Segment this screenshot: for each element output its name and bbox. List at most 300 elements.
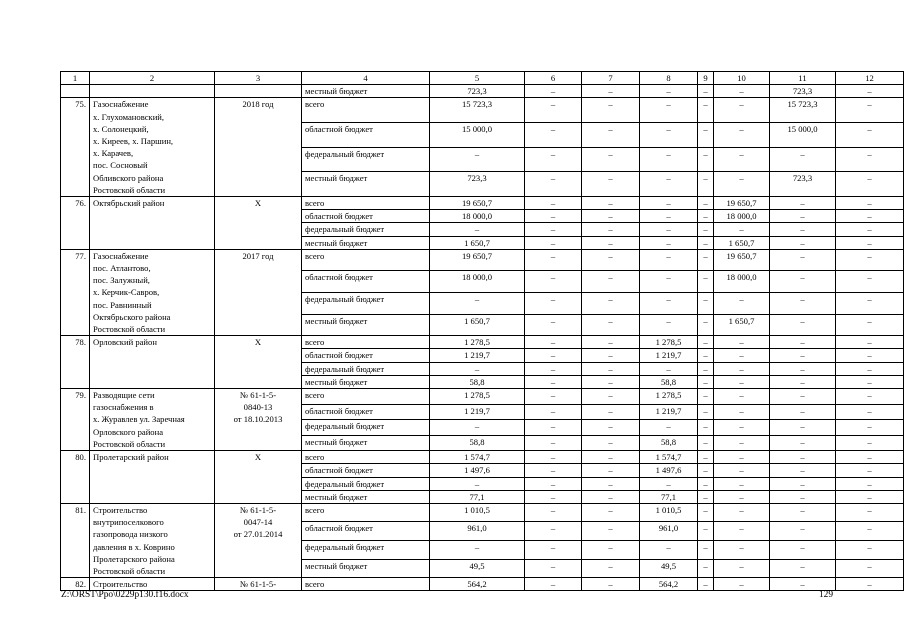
value-cell: – bbox=[582, 293, 640, 315]
value-cell: – bbox=[714, 362, 770, 375]
row-number: 76. bbox=[61, 197, 90, 250]
row-number: 75. bbox=[61, 98, 90, 197]
value-cell: – bbox=[836, 451, 904, 464]
value-cell: – bbox=[836, 197, 904, 210]
value-cell: – bbox=[525, 336, 582, 349]
column-number-11: 11 bbox=[770, 72, 836, 85]
value-cell: – bbox=[714, 375, 770, 388]
row-number bbox=[61, 85, 90, 98]
basis-cell bbox=[215, 85, 302, 98]
value-cell: – bbox=[836, 223, 904, 236]
object-name: Строительство bbox=[90, 578, 215, 591]
value-cell: 1 278,5 bbox=[430, 389, 525, 405]
basis-cell: № 61-1-5- 0047-14 от 27.01.2014 bbox=[215, 503, 302, 577]
budget-table bbox=[60, 71, 904, 591]
value-cell: 723,3 bbox=[430, 85, 525, 98]
value-cell: – bbox=[698, 172, 714, 197]
value-cell: 58,8 bbox=[430, 435, 525, 451]
value-cell: – bbox=[525, 271, 582, 293]
value-cell: – bbox=[836, 293, 904, 315]
value-cell: 15 723,3 bbox=[430, 98, 525, 123]
value-cell: – bbox=[430, 147, 525, 172]
funding-source-label: всего bbox=[302, 249, 430, 271]
value-cell: – bbox=[714, 172, 770, 197]
basis-cell: Х bbox=[215, 197, 302, 250]
value-cell: 1 650,7 bbox=[430, 236, 525, 249]
value-cell: – bbox=[525, 314, 582, 336]
value-cell: 49,5 bbox=[430, 559, 525, 578]
value-cell: – bbox=[525, 464, 582, 477]
value-cell: – bbox=[525, 435, 582, 451]
value-cell: – bbox=[698, 420, 714, 436]
column-number-3: 3 bbox=[215, 72, 302, 85]
row-number: 78. bbox=[61, 336, 90, 389]
value-cell: – bbox=[582, 541, 640, 560]
value-cell: 77,1 bbox=[430, 490, 525, 503]
value-cell: – bbox=[698, 362, 714, 375]
column-number-12: 12 bbox=[836, 72, 904, 85]
value-cell: – bbox=[698, 503, 714, 522]
value-cell: 15 000,0 bbox=[770, 123, 836, 148]
value-cell: – bbox=[714, 451, 770, 464]
value-cell: – bbox=[582, 349, 640, 362]
value-cell: – bbox=[836, 210, 904, 223]
value-cell: – bbox=[770, 389, 836, 405]
value-cell: – bbox=[836, 404, 904, 420]
table-row bbox=[61, 197, 904, 210]
value-cell: – bbox=[525, 559, 582, 578]
value-cell: 1 219,7 bbox=[640, 404, 698, 420]
value-cell: – bbox=[714, 435, 770, 451]
value-cell: – bbox=[525, 420, 582, 436]
value-cell: 58,8 bbox=[430, 375, 525, 388]
value-cell: – bbox=[714, 503, 770, 522]
value-cell: – bbox=[836, 464, 904, 477]
value-cell: 1 278,5 bbox=[430, 336, 525, 349]
funding-source-label: всего bbox=[302, 503, 430, 522]
value-cell: – bbox=[836, 236, 904, 249]
funding-source-label: федеральный бюджет bbox=[302, 541, 430, 560]
value-cell: – bbox=[770, 336, 836, 349]
funding-source-label: федеральный бюджет bbox=[302, 293, 430, 315]
object-name: Строительство внутрипоселкового газопровода низкого давления в х. Коврино Пролетарского района Ростовской области bbox=[90, 503, 215, 577]
value-cell: – bbox=[770, 236, 836, 249]
value-cell: – bbox=[582, 210, 640, 223]
value-cell: 15 000,0 bbox=[430, 123, 525, 148]
footer-page-number: 129 bbox=[818, 590, 833, 600]
value-cell: – bbox=[525, 236, 582, 249]
value-cell: 564,2 bbox=[430, 578, 525, 591]
value-cell: 19 650,7 bbox=[430, 249, 525, 271]
value-cell: – bbox=[770, 210, 836, 223]
funding-source-label: федеральный бюджет bbox=[302, 223, 430, 236]
value-cell: – bbox=[698, 293, 714, 315]
value-cell: – bbox=[430, 477, 525, 490]
value-cell: – bbox=[698, 349, 714, 362]
value-cell: – bbox=[836, 123, 904, 148]
value-cell: – bbox=[582, 123, 640, 148]
value-cell: – bbox=[430, 362, 525, 375]
value-cell: – bbox=[698, 336, 714, 349]
value-cell: – bbox=[714, 349, 770, 362]
funding-source-label: областной бюджет bbox=[302, 210, 430, 223]
value-cell: – bbox=[698, 389, 714, 405]
value-cell: 1 497,6 bbox=[640, 464, 698, 477]
value-cell: – bbox=[582, 522, 640, 541]
value-cell: – bbox=[582, 375, 640, 388]
object-name: Газоснабжение х. Глухомановский, х. Солонецкий, х. Киреев, х. Паршин, х. Карачев, пос. Сосновый Обливского района Ростовской области bbox=[90, 98, 215, 197]
value-cell: – bbox=[770, 314, 836, 336]
value-cell: – bbox=[698, 578, 714, 591]
value-cell: 18 000,0 bbox=[714, 271, 770, 293]
value-cell: 18 000,0 bbox=[714, 210, 770, 223]
funding-source-label: местный бюджет bbox=[302, 314, 430, 336]
funding-source-label: всего bbox=[302, 451, 430, 464]
table-row bbox=[61, 578, 904, 591]
value-cell: – bbox=[714, 336, 770, 349]
value-cell: – bbox=[714, 541, 770, 560]
row-number: 80. bbox=[61, 451, 90, 504]
value-cell: – bbox=[714, 464, 770, 477]
value-cell: 1 574,7 bbox=[430, 451, 525, 464]
row-number: 79. bbox=[61, 389, 90, 451]
value-cell: – bbox=[640, 362, 698, 375]
value-cell: – bbox=[525, 98, 582, 123]
row-number: 81. bbox=[61, 503, 90, 577]
value-cell: – bbox=[582, 404, 640, 420]
value-cell: – bbox=[640, 197, 698, 210]
value-cell: – bbox=[770, 578, 836, 591]
value-cell: – bbox=[698, 464, 714, 477]
value-cell: – bbox=[836, 541, 904, 560]
value-cell: – bbox=[836, 477, 904, 490]
value-cell: – bbox=[714, 389, 770, 405]
value-cell: 961,0 bbox=[640, 522, 698, 541]
object-name: Октябрьский район bbox=[90, 197, 215, 250]
funding-source-label: областной бюджет bbox=[302, 522, 430, 541]
funding-source-label: местный бюджет bbox=[302, 236, 430, 249]
column-number-5: 5 bbox=[430, 72, 525, 85]
column-number-10: 10 bbox=[714, 72, 770, 85]
value-cell: – bbox=[582, 223, 640, 236]
value-cell: 15 723,3 bbox=[770, 98, 836, 123]
value-cell: – bbox=[640, 271, 698, 293]
funding-source-label: областной бюджет bbox=[302, 271, 430, 293]
value-cell: – bbox=[525, 349, 582, 362]
value-cell: – bbox=[525, 404, 582, 420]
value-cell: – bbox=[640, 210, 698, 223]
value-cell: – bbox=[714, 98, 770, 123]
table-row bbox=[61, 503, 904, 522]
value-cell: – bbox=[836, 271, 904, 293]
funding-source-label: местный бюджет bbox=[302, 435, 430, 451]
value-cell: – bbox=[430, 420, 525, 436]
value-cell: – bbox=[582, 336, 640, 349]
value-cell: – bbox=[525, 293, 582, 315]
value-cell: – bbox=[698, 559, 714, 578]
value-cell: 1 278,5 bbox=[640, 336, 698, 349]
value-cell: – bbox=[640, 249, 698, 271]
value-cell: – bbox=[770, 490, 836, 503]
value-cell: – bbox=[714, 477, 770, 490]
basis-cell: 2017 год bbox=[215, 249, 302, 335]
funding-source-label: областной бюджет bbox=[302, 404, 430, 420]
funding-source-label: федеральный бюджет bbox=[302, 477, 430, 490]
column-number-2: 2 bbox=[90, 72, 215, 85]
value-cell: – bbox=[698, 123, 714, 148]
funding-source-label: местный бюджет bbox=[302, 559, 430, 578]
value-cell: – bbox=[770, 223, 836, 236]
value-cell: – bbox=[525, 375, 582, 388]
value-cell: 58,8 bbox=[640, 375, 698, 388]
value-cell: – bbox=[640, 147, 698, 172]
funding-source-label: областной бюджет bbox=[302, 123, 430, 148]
value-cell: – bbox=[525, 477, 582, 490]
value-cell: 1 497,6 bbox=[430, 464, 525, 477]
funding-source-label: всего bbox=[302, 578, 430, 591]
value-cell: – bbox=[770, 249, 836, 271]
value-cell: 1 219,7 bbox=[430, 349, 525, 362]
basis-cell: Х bbox=[215, 336, 302, 389]
value-cell: – bbox=[582, 362, 640, 375]
value-cell: – bbox=[640, 541, 698, 560]
value-cell: – bbox=[770, 349, 836, 362]
value-cell: 77,1 bbox=[640, 490, 698, 503]
table-row bbox=[61, 98, 904, 123]
value-cell: – bbox=[525, 362, 582, 375]
value-cell: – bbox=[582, 389, 640, 405]
value-cell: – bbox=[698, 210, 714, 223]
table-row bbox=[61, 389, 904, 405]
value-cell: – bbox=[525, 541, 582, 560]
value-cell: – bbox=[698, 197, 714, 210]
value-cell: – bbox=[770, 362, 836, 375]
value-cell: – bbox=[525, 172, 582, 197]
value-cell: 1 650,7 bbox=[714, 236, 770, 249]
funding-source-label: областной бюджет bbox=[302, 464, 430, 477]
value-cell: – bbox=[430, 223, 525, 236]
basis-cell: 2018 год bbox=[215, 98, 302, 197]
value-cell: – bbox=[582, 236, 640, 249]
value-cell: – bbox=[836, 98, 904, 123]
value-cell: – bbox=[640, 477, 698, 490]
value-cell: – bbox=[525, 197, 582, 210]
value-cell: – bbox=[698, 541, 714, 560]
object-name bbox=[90, 85, 215, 98]
value-cell: 961,0 bbox=[430, 522, 525, 541]
value-cell: – bbox=[640, 98, 698, 123]
value-cell: – bbox=[582, 451, 640, 464]
value-cell: – bbox=[640, 236, 698, 249]
funding-source-label: всего bbox=[302, 197, 430, 210]
value-cell: – bbox=[714, 522, 770, 541]
funding-source-label: федеральный бюджет bbox=[302, 362, 430, 375]
value-cell: 58,8 bbox=[640, 435, 698, 451]
value-cell: – bbox=[698, 435, 714, 451]
funding-source-label: федеральный бюджет bbox=[302, 420, 430, 436]
value-cell: – bbox=[430, 541, 525, 560]
value-cell: – bbox=[836, 349, 904, 362]
funding-source-label: федеральный бюджет bbox=[302, 147, 430, 172]
value-cell: 19 650,7 bbox=[430, 197, 525, 210]
value-cell: 1 219,7 bbox=[640, 349, 698, 362]
value-cell: – bbox=[698, 249, 714, 271]
value-cell: – bbox=[525, 389, 582, 405]
value-cell: – bbox=[770, 559, 836, 578]
value-cell: – bbox=[698, 271, 714, 293]
value-cell: – bbox=[836, 362, 904, 375]
value-cell: – bbox=[698, 85, 714, 98]
value-cell: – bbox=[525, 490, 582, 503]
funding-source-label: всего bbox=[302, 98, 430, 123]
value-cell: – bbox=[770, 435, 836, 451]
value-cell: – bbox=[640, 123, 698, 148]
value-cell: – bbox=[582, 578, 640, 591]
value-cell: – bbox=[714, 85, 770, 98]
column-number-9: 9 bbox=[698, 72, 714, 85]
value-cell: – bbox=[698, 477, 714, 490]
value-cell: – bbox=[640, 223, 698, 236]
value-cell: – bbox=[698, 236, 714, 249]
value-cell: – bbox=[836, 147, 904, 172]
value-cell: 1 010,5 bbox=[640, 503, 698, 522]
value-cell: – bbox=[525, 123, 582, 148]
table-row bbox=[61, 249, 904, 271]
value-cell: – bbox=[582, 271, 640, 293]
value-cell: – bbox=[582, 314, 640, 336]
object-name: Разводящие сети газоснабжения в х. Журавлев ул. Заречная Орловского района Ростовской области bbox=[90, 389, 215, 451]
value-cell: – bbox=[770, 522, 836, 541]
value-cell: – bbox=[582, 464, 640, 477]
value-cell: – bbox=[836, 578, 904, 591]
funding-source-label: всего bbox=[302, 336, 430, 349]
value-cell: – bbox=[525, 451, 582, 464]
column-number-6: 6 bbox=[525, 72, 582, 85]
value-cell: – bbox=[525, 147, 582, 172]
value-cell: 723,3 bbox=[430, 172, 525, 197]
basis-cell: № 61-1-5- bbox=[215, 578, 302, 591]
value-cell: – bbox=[770, 541, 836, 560]
value-cell: – bbox=[836, 420, 904, 436]
value-cell: – bbox=[770, 293, 836, 315]
funding-source-label: местный бюджет bbox=[302, 375, 430, 388]
funding-source-label: местный бюджет bbox=[302, 490, 430, 503]
funding-source-label: областной бюджет bbox=[302, 349, 430, 362]
header-row bbox=[61, 72, 904, 85]
value-cell: – bbox=[770, 420, 836, 436]
value-cell: – bbox=[582, 197, 640, 210]
value-cell: – bbox=[836, 503, 904, 522]
value-cell: – bbox=[770, 477, 836, 490]
row-number: 82. bbox=[61, 578, 90, 591]
basis-cell: № 61-1-5- 0840-13 от 18.10.2013 bbox=[215, 389, 302, 451]
value-cell: – bbox=[836, 389, 904, 405]
value-cell: – bbox=[836, 522, 904, 541]
value-cell: – bbox=[640, 85, 698, 98]
value-cell: – bbox=[525, 85, 582, 98]
value-cell: – bbox=[714, 223, 770, 236]
value-cell: – bbox=[525, 503, 582, 522]
value-cell: – bbox=[430, 293, 525, 315]
value-cell: – bbox=[714, 404, 770, 420]
value-cell: – bbox=[582, 435, 640, 451]
value-cell: – bbox=[714, 420, 770, 436]
value-cell: – bbox=[836, 490, 904, 503]
value-cell: – bbox=[525, 210, 582, 223]
value-cell: 1 219,7 bbox=[430, 404, 525, 420]
value-cell: – bbox=[698, 223, 714, 236]
value-cell: – bbox=[582, 249, 640, 271]
value-cell: – bbox=[836, 435, 904, 451]
column-number-4: 4 bbox=[302, 72, 430, 85]
value-cell: – bbox=[525, 249, 582, 271]
value-cell: – bbox=[836, 249, 904, 271]
value-cell: – bbox=[698, 451, 714, 464]
value-cell: – bbox=[582, 172, 640, 197]
value-cell: 723,3 bbox=[770, 85, 836, 98]
value-cell: – bbox=[582, 147, 640, 172]
object-name: Орловский район bbox=[90, 336, 215, 389]
column-number-8: 8 bbox=[640, 72, 698, 85]
value-cell: – bbox=[836, 559, 904, 578]
table-row bbox=[61, 85, 904, 98]
value-cell: – bbox=[698, 490, 714, 503]
value-cell: 1 278,5 bbox=[640, 389, 698, 405]
value-cell: – bbox=[525, 578, 582, 591]
value-cell: – bbox=[770, 404, 836, 420]
row-number: 77. bbox=[61, 249, 90, 335]
value-cell: 564,2 bbox=[640, 578, 698, 591]
value-cell: – bbox=[770, 375, 836, 388]
value-cell: – bbox=[698, 98, 714, 123]
value-cell: – bbox=[714, 559, 770, 578]
value-cell: – bbox=[582, 503, 640, 522]
value-cell: – bbox=[640, 420, 698, 436]
value-cell: – bbox=[640, 172, 698, 197]
value-cell: 1 650,7 bbox=[714, 314, 770, 336]
value-cell: – bbox=[770, 147, 836, 172]
value-cell: 19 650,7 bbox=[714, 249, 770, 271]
value-cell: 18 000,0 bbox=[430, 271, 525, 293]
funding-source-label: всего bbox=[302, 389, 430, 405]
value-cell: – bbox=[714, 123, 770, 148]
value-cell: – bbox=[714, 147, 770, 172]
value-cell: 723,3 bbox=[770, 172, 836, 197]
value-cell: – bbox=[770, 464, 836, 477]
value-cell: – bbox=[836, 375, 904, 388]
object-name: Пролетарский район bbox=[90, 451, 215, 504]
value-cell: – bbox=[770, 451, 836, 464]
value-cell: – bbox=[836, 85, 904, 98]
funding-source-label: местный бюджет bbox=[302, 85, 430, 98]
value-cell: – bbox=[714, 293, 770, 315]
value-cell: – bbox=[698, 147, 714, 172]
value-cell: – bbox=[640, 293, 698, 315]
value-cell: – bbox=[582, 490, 640, 503]
value-cell: – bbox=[582, 85, 640, 98]
value-cell: 1 650,7 bbox=[430, 314, 525, 336]
value-cell: – bbox=[836, 172, 904, 197]
value-cell: – bbox=[582, 98, 640, 123]
value-cell: 18 000,0 bbox=[430, 210, 525, 223]
value-cell: 1 010,5 bbox=[430, 503, 525, 522]
value-cell: – bbox=[582, 559, 640, 578]
value-cell: 1 574,7 bbox=[640, 451, 698, 464]
value-cell: – bbox=[836, 336, 904, 349]
value-cell: – bbox=[714, 490, 770, 503]
value-cell: – bbox=[770, 197, 836, 210]
value-cell: – bbox=[836, 314, 904, 336]
